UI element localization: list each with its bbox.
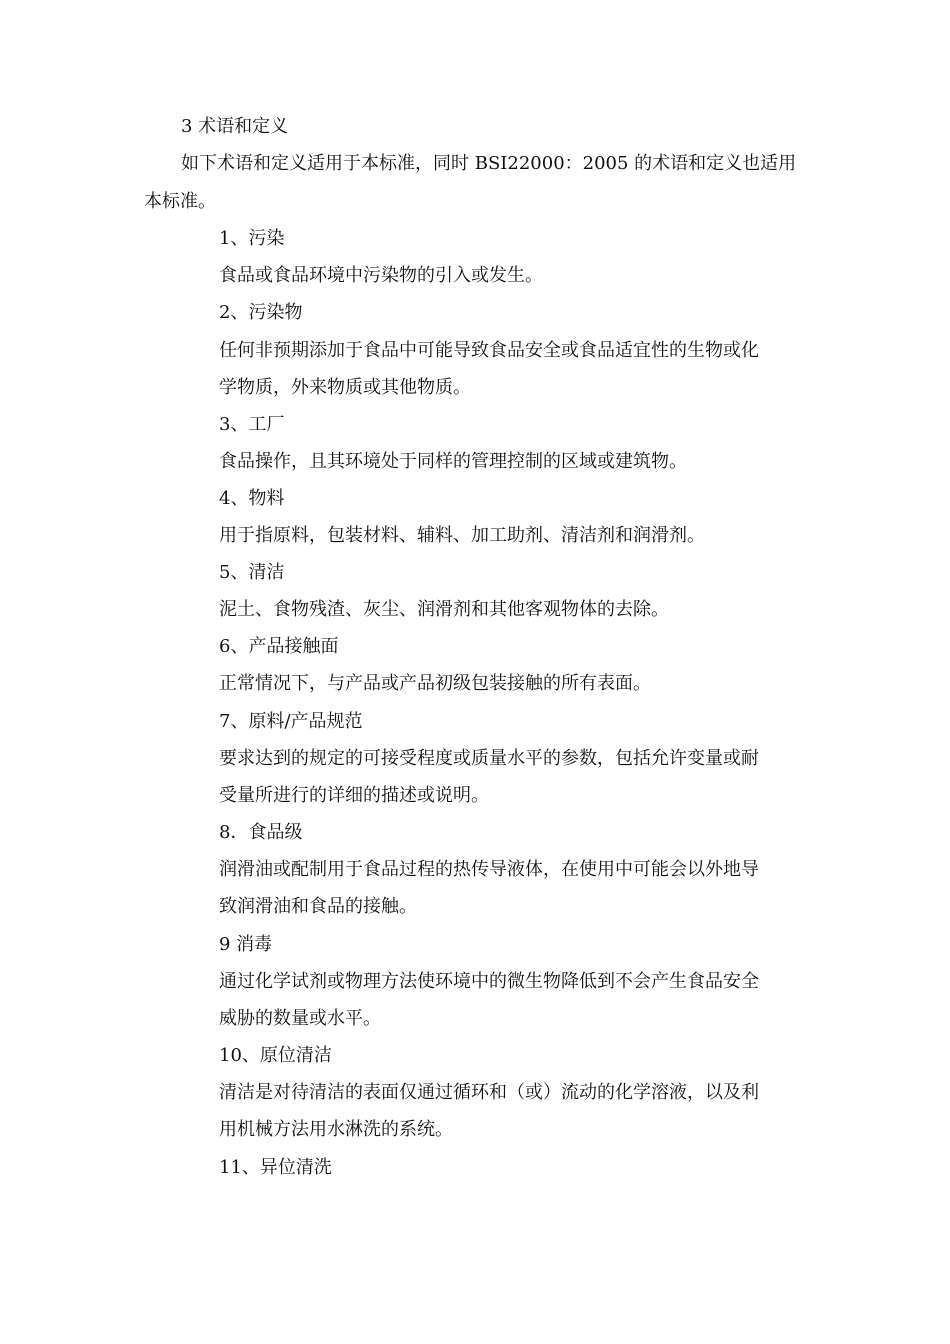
term-description-line: 受量所进行的详细的描述或说明。 bbox=[219, 785, 489, 806]
term-description-line: 通过化学试剂或物理方法使环境中的微生物降低到不会产生食品安全 bbox=[219, 971, 759, 992]
section-title: 3 术语和定义 bbox=[181, 116, 289, 137]
term-description-line: 学物质，外来物质或其他物质。 bbox=[219, 377, 471, 398]
term-title: 11、异位清洗 bbox=[219, 1157, 332, 1178]
term-title: 4、物料 bbox=[219, 488, 285, 509]
term-description-line: 泥土、食物残渣、灰尘、润滑剂和其他客观物体的去除。 bbox=[219, 599, 669, 620]
term-title: 2、污染物 bbox=[219, 302, 303, 323]
term-title: 7、原料/产品规范 bbox=[219, 711, 363, 732]
term-title: 9 消毒 bbox=[219, 934, 273, 955]
term-title: 6、产品接触面 bbox=[219, 636, 339, 657]
term-description-line: 用于指原料，包装材料、辅料、加工助剂、清洁剂和润滑剂。 bbox=[219, 525, 705, 546]
term-description-line: 食品操作，且其环境处于同样的管理控制的区域或建筑物。 bbox=[219, 451, 687, 472]
intro-line-1: 如下术语和定义适用于本标准，同时 BSI22000：2005 的术语和定义也适用 bbox=[181, 153, 797, 174]
term-description-line: 正常情况下，与产品或产品初级包装接触的所有表面。 bbox=[219, 673, 651, 694]
term-description-line: 食品或食品环境中污染物的引入或发生。 bbox=[219, 265, 543, 286]
term-title: 10、原位清洁 bbox=[219, 1045, 332, 1066]
term-title: 3、工厂 bbox=[219, 414, 285, 435]
term-description-line: 致润滑油和食品的接触。 bbox=[219, 896, 417, 917]
intro-line-2: 本标准。 bbox=[144, 191, 216, 212]
term-description-line: 清洁是对待清洁的表面仅通过循环和（或）流动的化学溶液，以及利 bbox=[219, 1082, 759, 1103]
term-description-line: 用机械方法用水淋洗的系统。 bbox=[219, 1119, 453, 1140]
term-title: 5、清洁 bbox=[219, 562, 285, 583]
term-description-line: 威胁的数量或水平。 bbox=[219, 1008, 381, 1029]
term-title: 8．食品级 bbox=[219, 822, 303, 843]
term-description-line: 任何非预期添加于食品中可能导致食品安全或食品适宜性的生物或化 bbox=[219, 340, 759, 361]
term-title: 1、污染 bbox=[219, 228, 285, 249]
term-description-line: 润滑油或配制用于食品过程的热传导液体，在使用中可能会以外地导 bbox=[219, 859, 759, 880]
term-description-line: 要求达到的规定的可接受程度或质量水平的参数，包括允许变量或耐 bbox=[219, 748, 759, 769]
